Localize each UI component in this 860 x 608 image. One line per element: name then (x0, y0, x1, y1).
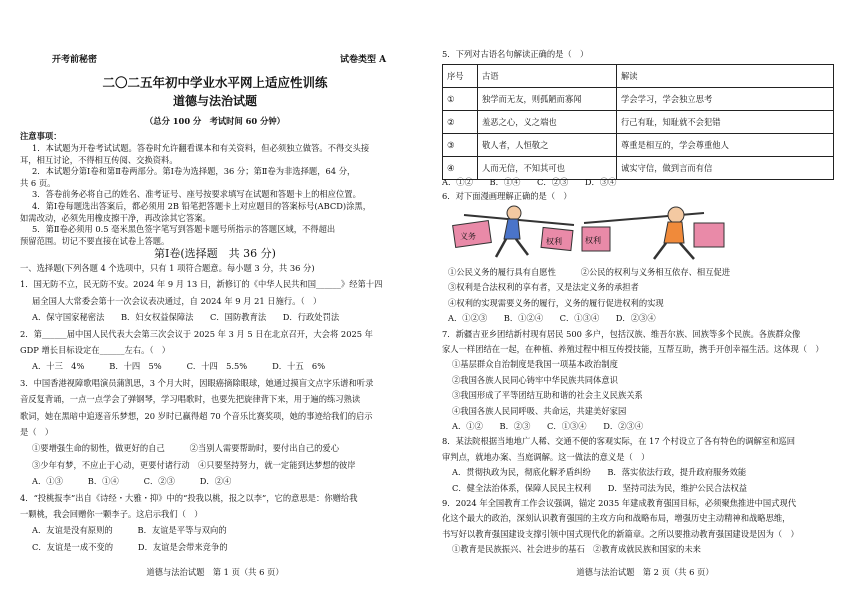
question-line: 家人一样团结在一起，在种植、养殖过程中相互传授技能，互帮互助，携手开创幸福生活。这体现（ ） (442, 344, 824, 354)
table-cell: 学会学习，学会独立思考 (617, 88, 834, 111)
question-line: ③权利是合法权利的享有者，又是法定义务的承担者 (448, 282, 639, 293)
question-line: A．贯彻执政为民，彻底化解矛盾纠纷 B．落实依法行政，提升政府服务效能 (452, 467, 747, 478)
exam-title: 二〇二五年初中学业水平网上适应性训练 (102, 75, 328, 90)
table-cell: 诚实守信，做到言而有信 (617, 157, 834, 180)
table-cell: ① (443, 88, 478, 111)
cartoon-illustration (444, 203, 824, 263)
question-line: 2．第______届中国人民代表大会第三次会议于 2025 年 3 月 5 日在北京召开，大会将 2025 年 (20, 328, 373, 339)
question-line: 9．2024 年全国教育工作会议强调，锚定 2035 年建成教育强国目标，必须聚焦推进中国式现代 (442, 498, 797, 508)
table-row (443, 111, 834, 134)
question-6: 6．对下面漫画理解正确的是（ ） (442, 191, 572, 201)
cartoon-label: 义务 (460, 232, 476, 241)
table-cell: ④ (443, 157, 478, 180)
question-line: 一颗桃，我会回赠你一颗李子。这启示我们（ ） (20, 509, 203, 519)
paper-type-label: 试卷类型 A (340, 55, 387, 65)
question-line: 是（ ） (20, 427, 54, 437)
table-cell: 尊重是相互的，学会尊重他人 (617, 134, 834, 157)
notice-line: 4．第Ⅰ卷每题选出答案后，都必须用 2B 铅笔把答题卡上对应题目的答案标号(ABCD)涂黑， (32, 201, 372, 211)
notice-line: 5．第Ⅱ卷必须用 0.5 毫米黑色签字笔写到答题卡题号所指示的答题区域，不得超出 (32, 224, 336, 235)
table-row (443, 88, 834, 111)
question-line: 届全国人大常委会第十一次会议表决通过，自 2024 年 9 月 21 日施行。（ ） (32, 295, 322, 306)
question-line: A．①②③ B．①②④ C．①③④ D．②③④ (448, 313, 656, 324)
question-line: A．①② B．②③ C．①③④ D．②③④ (452, 421, 644, 431)
notice-line: 2．本试题分第Ⅰ卷和第Ⅱ卷两部分。第Ⅰ卷为选择题，36 分；第Ⅱ卷为非选择题，64 分， (32, 166, 356, 177)
question-line: 4．“投桃报李”出自《诗经・大雅・抑》中的“投我以桃，报之以李”，它的意思是：你赠给我 (20, 492, 358, 503)
table-header: 解读 (617, 65, 834, 88)
question-line: A．十三 4% B．十四 5% C．十四 5.5% D．十五 6% (32, 361, 326, 372)
notice-line: 1．本试题为开卷考试试题。答卷时允许翻看课本和有关资料，但必须独立做答。不得交头接 (32, 143, 370, 153)
question-line: ④权利的实现需要义务的履行，义务的履行促进权利的实现 (448, 297, 664, 308)
question-line: 1．国无防不立，民无防不安。2024 年 9 月 13 日，新修订的《中华人民共和国______》经第十四 (20, 279, 383, 290)
question-line: ①基层群众自治制度是我国一项基本政治制度 (452, 359, 618, 370)
cartoon-label: 权利 (585, 236, 601, 245)
table-cell: 行己有耻，知耻就不会犯错 (617, 111, 834, 134)
cartoon-figure-right (582, 207, 724, 259)
question-line: 7．新疆吉亚乡团结新村现有居民 500 多户，包括汉族、维吾尔族、回族等多个民族。各族群众像 (442, 328, 801, 339)
confidential-label: 开考前秘密 (52, 55, 98, 65)
score-info: （总分 100 分 考试时间 60 分钟） (145, 116, 285, 126)
question-line: 一、选择题(下列各题 4 个选项中，只有 1 项符合题意。每小题 3 分，共 36 分) (20, 263, 315, 273)
table-cell: 人而无信，不知其可也 (478, 157, 617, 180)
question-line: ①教育是民族振兴、社会进步的基石 ②教育成就民族和国家的未来 (452, 544, 701, 555)
question-line: 书写好以教育强国建设支撑引领中国式现代化的新篇章。之所以要推动教育强国建设是因为（ ） (442, 528, 799, 539)
table-cell: 独学而无友，则孤陋而寡闻 (478, 88, 617, 111)
question-line: ②我国各族人民同心铸牢中华民族共同体意识 (452, 374, 618, 385)
q5-options: A．①② B．①④ C．②③ D．③④ (442, 177, 617, 187)
page-footer: 道德与法治试题 第 1 页（共 6 页） (146, 567, 284, 577)
table-cell: 敬人者，人恒敬之 (478, 134, 617, 157)
table-header: 古语 (478, 65, 617, 88)
question-5: 5．下列对古语名句解读正确的是（ ） (442, 49, 589, 59)
question-line: 3．中国香港视障歌唱演员蒲凯思，3 个月大时，因眼癌摘除眼球，她通过摸盲文点字乐谱和听录 (20, 377, 374, 388)
question-line: C．健全法治体系，保障人民民主权利 D．坚持司法为民，维护公民合法权益 (452, 482, 748, 493)
question-line: ④我国各族人民同呼吸、共命运，共建美好家园 (452, 405, 627, 416)
section-title: 第Ⅰ卷(选择题 共 36 分) (154, 247, 276, 260)
table-cell: ③ (443, 134, 478, 157)
question-line: C．友谊是一成不变的 D．友谊是会带来竞争的 (32, 541, 228, 552)
poem-table (442, 64, 834, 180)
notice-line: 预留范围。切记不要直接在试卷上答题。 (20, 235, 170, 246)
question-line: 音反复背诵，一点一点学会了弹钢琴，学习唱歌时，也要先把旋律背下来，用于遍的练习熟读 (20, 394, 361, 405)
question-line: A．友谊是没有原则的 B．友谊是平等与双向的 (32, 525, 227, 536)
notice-line: 3．答卷前务必将自己的姓名、准考证号、座号按要求填写在试题和答题卡上的相应位置。 (32, 189, 361, 200)
table-header-row (443, 65, 834, 88)
notice-heading: 注意事项： (20, 131, 62, 141)
page-2 (430, 0, 860, 608)
table-row (443, 134, 834, 157)
notice-line: 如需改动，必须先用橡皮擦干净，再改涂其它答案。 (20, 212, 211, 223)
question-line: 歌词，她在黑暗中追逐音乐梦想，20 岁时已赢得超 70 个音乐比赛奖项，她的事迹给我们的启示 (20, 410, 373, 421)
question-line: 化这个最大的政治，深刻认识教育强国的主攻方向和战略布局，增强历史主动精神和战略思维， (442, 513, 791, 524)
cartoon-label: 权利 (546, 237, 562, 246)
notice-line: 共 6 页。 (20, 177, 56, 188)
question-line: ①公民义务的履行具有自愿性 ②公民的权利与义务相互依存、相互促进 (448, 267, 731, 277)
notice-line: 耳，相互讨论，不得相互传阅、交换资料。 (20, 154, 178, 165)
subject-title: 道德与法治试题 (172, 94, 257, 108)
question-line: 8．某法院根据当地地广人稀、交通不便的客观实际，在 17 个村设立了各有特色的调解室和巡回 (442, 436, 795, 447)
page-footer: 道德与法治试题 第 2 页（共 6 页） (576, 567, 714, 577)
question-line: ③少年有梦，不应止于心动，更要付诸行动 ④只要坚持努力，就一定能到达梦想的彼岸 (32, 459, 356, 470)
question-line: ①要增强生命的韧性，做更好的自己 ②当别人需要帮助时，要付出自己的爱心 (32, 443, 339, 454)
question-line: A．保守国家秘密法 B．妇女权益保障法 C．国防教育法 D．行政处罚法 (32, 312, 340, 323)
question-line: GDP 增长目标设定在______左右。（ ） (20, 345, 171, 355)
table-header: 序号 (443, 65, 478, 88)
question-line: A．①③ B．①④ C．②③ D．②④ (32, 476, 232, 487)
question-line: 审判点，就地办案、当庭调解。这一做法的意义是（ ） (442, 451, 650, 462)
table-cell: ② (443, 111, 478, 134)
question-line: ③我国形成了平等团结互助和谐的社会主义民族关系 (452, 390, 643, 401)
table-cell: 羞恶之心，义之端也 (478, 111, 617, 134)
